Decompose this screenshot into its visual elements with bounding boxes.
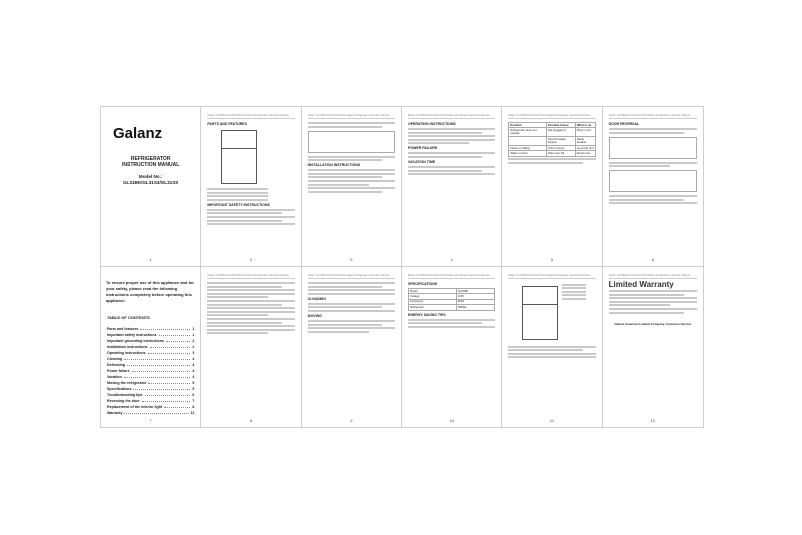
text-line (308, 286, 382, 288)
trouble-table (508, 122, 595, 157)
text-line (562, 298, 585, 300)
page-number: 3 (350, 257, 353, 262)
text-line (207, 220, 281, 222)
manual-title (107, 156, 194, 168)
toc-title: TABLE OF CONTENTS (107, 315, 150, 320)
text-line (408, 326, 495, 328)
section-heading-moving: MOVING (307, 313, 322, 318)
page-cleaning (302, 267, 402, 427)
page-number: 9 (350, 418, 353, 423)
warranty-title: Limited Warranty (608, 280, 674, 289)
toc-page: 4 (192, 363, 195, 367)
text-line (207, 307, 294, 309)
trouble-col-problem: Problem (509, 123, 547, 128)
text-line (508, 349, 582, 351)
toc-page: 4 (192, 357, 195, 361)
text-line (308, 173, 395, 175)
table-row (509, 128, 595, 137)
trouble-col-cause: Possible Cause (546, 123, 575, 128)
text-line (408, 319, 495, 321)
spec-cell: 60Hz (456, 299, 495, 304)
toc-page: 6 (192, 393, 195, 397)
section-heading-cleaning: CLEANING (307, 296, 326, 301)
text-line (408, 170, 482, 172)
text-line (609, 132, 684, 134)
toc-label: Vacation (107, 375, 122, 379)
spec-cell: Frequency (409, 299, 457, 304)
page-header: Model: GL31BK/GL31S3/GL31SS Galanz Refrigerator Instruction Manual (207, 274, 294, 279)
text-line (408, 152, 495, 154)
text-line (308, 320, 395, 322)
toc-page: 11 (190, 411, 195, 415)
spec-cell: 115V (456, 294, 495, 299)
toc-page: 5 (192, 381, 195, 385)
toc-page: 4 (192, 375, 195, 379)
trouble-cell: Empty pan (575, 151, 595, 156)
toc-page: 1 (192, 333, 195, 337)
text-line (207, 296, 268, 298)
toc-label: Troubleshooting tips (107, 393, 143, 397)
trouble-cell: Unit not level (546, 146, 575, 151)
trouble-cell: Plug in unit (575, 128, 595, 137)
text-line (609, 290, 697, 292)
section-heading-vacation: VACATION TIME (408, 159, 436, 164)
section-heading-operation: OPERATING INSTRUCTIONS (408, 122, 456, 126)
toc-label: Operating instructions (107, 351, 146, 355)
page-number: 4 (450, 257, 453, 262)
spec-table (408, 288, 495, 311)
page-header: Model: GL31BK/GL31S3/GL31SS Galanz Refrigerator Instruction Manual (207, 114, 294, 119)
table-row (509, 137, 595, 146)
section-heading-energy: ENERGY SAVING TIPS (408, 312, 446, 317)
page-number: 12 (650, 418, 656, 423)
text-line (609, 297, 697, 299)
text-line (508, 353, 595, 355)
text-line (308, 282, 395, 284)
page-header: Model: GL31BK/GL31S3/GL31SS Galanz Refrigerator Instruction Manual (508, 114, 595, 119)
text-line (207, 332, 268, 334)
text-line (609, 162, 697, 164)
toc-row (107, 410, 194, 416)
text-line (562, 287, 585, 289)
text-line (609, 165, 671, 167)
page-specs (402, 267, 502, 427)
text-line (207, 199, 268, 201)
trouble-cell: Drain pan full (546, 151, 575, 156)
spec-cell: GL31BK (456, 289, 495, 294)
text-line (609, 301, 697, 303)
text-line (207, 318, 294, 320)
trouble-cell: Circuit breaker tripped (546, 137, 575, 146)
page-number: 10 (449, 418, 454, 423)
text-line (609, 199, 684, 201)
text-line (562, 284, 585, 286)
page-header: Model: GL31BK/GL31S3/GL31SS Galanz Refrigerator Instruction Manual (609, 114, 697, 119)
page-header: Model: GL31BK/GL31S3/GL31SS Galanz Refrigerator Instruction Manual (508, 274, 595, 279)
page-header: Model: GL31BK/GL31S3/GL31SS Galanz Refrigerator Instruction Manual (609, 274, 697, 279)
plug-illustration (308, 131, 395, 153)
diagram-columns (508, 282, 595, 344)
text-line (308, 327, 395, 329)
brand-logo: Galanz (113, 125, 163, 142)
text-line (207, 282, 294, 284)
text-line (207, 311, 294, 313)
page-door-reversal (603, 107, 703, 267)
text-line (408, 142, 469, 144)
text-line (562, 291, 585, 293)
text-line (207, 286, 281, 288)
fridge-diagram (221, 130, 257, 184)
text-line (609, 294, 684, 296)
section-heading-power: POWER FAILURE (408, 146, 438, 151)
text-line (408, 132, 482, 134)
text-line (508, 356, 595, 358)
text-line (207, 209, 294, 211)
toc-label: Replacement of the interior light (107, 405, 163, 409)
toc-label: Defrosting (107, 363, 125, 367)
section-heading-parts: PARTS AND FEATURES (207, 122, 247, 126)
text-line (609, 195, 697, 197)
text-line (308, 293, 395, 295)
toc-label: Power failure (107, 369, 130, 373)
toc-page: 5 (192, 387, 195, 391)
text-line (308, 169, 395, 171)
manual-sheet (100, 106, 704, 428)
text-line (207, 322, 281, 324)
text-line (207, 216, 294, 218)
page-number: 8 (249, 418, 253, 423)
model-label: Model No.: (138, 174, 163, 179)
model-numbers: GL31BK/GL31S3/GL31SS (122, 180, 179, 185)
toc-page: 2 (192, 339, 195, 343)
text-line (308, 191, 382, 193)
text-line (308, 180, 395, 182)
text-line (609, 308, 697, 310)
text-line (207, 304, 281, 306)
toc-label: Installation instructions (107, 345, 148, 349)
page-install (302, 107, 402, 267)
model-block (107, 174, 194, 186)
section-heading-spec: SPECIFICATIONS (408, 282, 438, 286)
text-line (207, 223, 294, 225)
toc-label: Parts and features (107, 327, 139, 331)
toc-page: 7 (192, 399, 195, 403)
text-line (207, 325, 294, 327)
toc-label: Moving the refrigerator (107, 381, 147, 385)
spec-cell: Refrigerant (409, 305, 457, 310)
text-line (508, 346, 595, 348)
text-line (308, 187, 395, 189)
page-header: Model: GL31BK/GL31S3/GL31SS Galanz Refrigerator Instruction Manual (308, 114, 395, 119)
page-parts-diagram (502, 267, 602, 427)
trouble-cell: Refrigerator does not operate (509, 128, 547, 137)
table-row (509, 151, 595, 156)
page-number: 1 (149, 257, 152, 262)
toc-page: 1 (192, 327, 195, 331)
text-line (308, 310, 395, 312)
text-line (308, 122, 395, 124)
text-line (308, 156, 395, 158)
page-header: Model: GL31BK/GL31S3/GL31SS Galanz Refrigerator Instruction Manual (408, 114, 495, 119)
text-line (408, 135, 495, 137)
section-heading-reversal: DOOR REVERSAL (608, 122, 640, 126)
text-line (207, 300, 294, 302)
text-line (408, 139, 495, 141)
manual-title-line1: REFRIGERATOR (130, 156, 171, 162)
toc-label: Cleaning (107, 357, 123, 361)
manual-title-line2: INSTRUCTION MANUAL (122, 162, 180, 168)
trouble-cell (509, 137, 547, 146)
spec-cell: Voltage (409, 294, 457, 299)
text-line (609, 202, 697, 204)
toc-label: Warranty (107, 411, 123, 415)
text-line (609, 312, 684, 314)
page-header: Model: GL31BK/GL31S3/GL31SS Galanz Refrigerator Instruction Manual (408, 274, 495, 279)
text-line (207, 293, 294, 295)
text-line (408, 156, 482, 158)
page-parts (201, 107, 301, 267)
text-line (408, 166, 495, 168)
text-line (308, 184, 369, 186)
page-number: 6 (651, 257, 654, 262)
trouble-col-todo: What to do (575, 123, 595, 128)
spec-cell: R600a (456, 305, 495, 310)
text-line (308, 331, 369, 333)
page-number: 7 (149, 418, 152, 423)
text-line (308, 289, 395, 291)
page-safety-cont (201, 267, 301, 427)
cover-notice: To ensure proper use of this appliance and for your safety, please read the following instructions completely before operating this appliance. (106, 280, 194, 303)
trouble-cell: Noise or rattling (509, 146, 547, 151)
page-header: Model: GL31BK/GL31S3/GL31SS Galanz Refrigerator Instruction Manual (308, 274, 395, 279)
text-line (308, 303, 395, 305)
text-line (408, 173, 495, 175)
section-heading-safety: IMPORTANT SAFETY INSTRUCTIONS (207, 202, 270, 207)
warranty-address: Galanz Americas Limited Company, Customer Service (614, 321, 692, 326)
text-line (308, 159, 382, 161)
spec-cell: Model (409, 289, 457, 294)
toc-label: Reversing the door (107, 399, 140, 403)
toc-page: 4 (192, 369, 195, 373)
text-line (207, 212, 281, 214)
text-line (207, 314, 268, 316)
text-line (207, 195, 268, 197)
toc-label: Important safety instructions (107, 333, 157, 337)
hinge-illustration (609, 137, 697, 159)
page-troubleshooting (502, 107, 602, 267)
toc-label: Important grounding instructions (107, 339, 164, 343)
text-line (207, 192, 268, 194)
toc-page: 2 (192, 345, 195, 349)
text-line (207, 329, 294, 331)
toc-page: 3 (192, 351, 195, 355)
text-line (408, 128, 495, 130)
text-line (207, 289, 294, 291)
trouble-cell: Level the unit (576, 145, 594, 150)
table-row (409, 305, 495, 310)
trouble-cell: Water on floor (509, 151, 547, 156)
page-number: 11 (549, 418, 555, 423)
section-heading-install: INSTALLATION INSTRUCTIONS (307, 163, 361, 168)
text-line (308, 126, 382, 128)
page-warranty (603, 267, 703, 427)
text-line (508, 158, 595, 160)
text-line (609, 304, 671, 306)
trouble-cell: Reset breaker (575, 137, 595, 146)
text-line (308, 176, 382, 178)
text-line (508, 162, 582, 164)
page-number: 2 (249, 257, 253, 262)
text-line (207, 188, 268, 190)
text-line (609, 128, 697, 130)
trouble-cell: Not plugged in (546, 128, 575, 137)
toc-label: Specifications (107, 387, 132, 391)
page-cover (101, 107, 201, 267)
fridge-diagram (522, 286, 558, 340)
text-line (562, 294, 585, 296)
text-line (308, 324, 382, 326)
text-line (308, 306, 382, 308)
page-number: 5 (550, 257, 554, 262)
page-operation (402, 107, 502, 267)
text-line (408, 322, 482, 324)
tools-illustration (609, 170, 697, 192)
toc-page: 8 (192, 405, 195, 409)
